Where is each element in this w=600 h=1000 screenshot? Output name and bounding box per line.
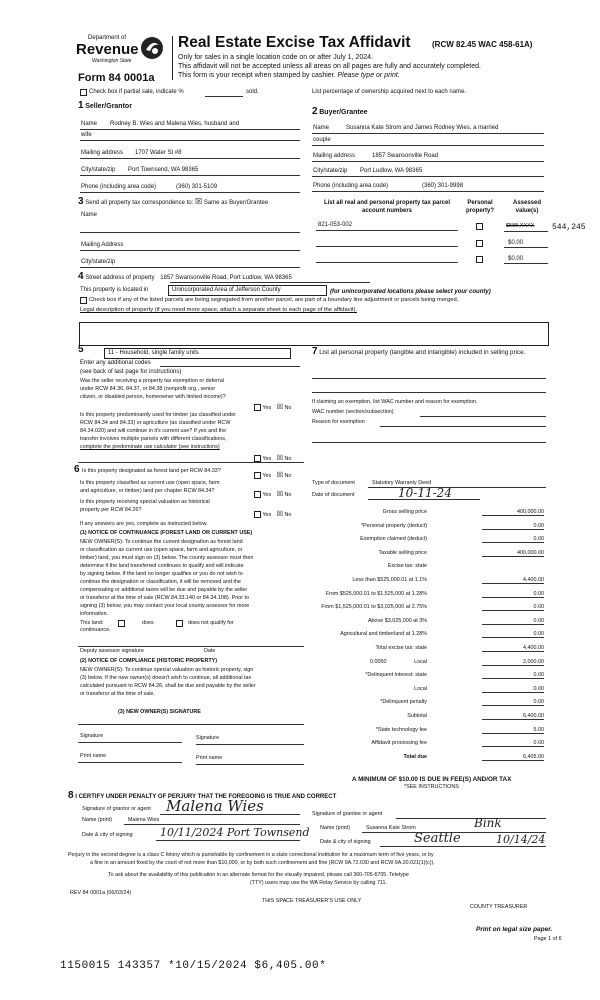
s6-n1-l7: compensating or additional taxes will be due and payable by the seller bbox=[80, 587, 248, 593]
corr-city-line bbox=[80, 267, 300, 268]
buyer-phone-label: Phone (including area code) bbox=[313, 183, 389, 189]
s6-q3-no: No bbox=[284, 512, 292, 518]
grantee-date-label: Date & city of signing bbox=[320, 839, 371, 845]
s5-q1-no: No bbox=[284, 405, 292, 411]
section-6-number: 6 bbox=[74, 464, 80, 475]
grantee-city[interactable]: Seattle bbox=[414, 831, 461, 846]
s6-q-l4: Is this property receiving special valuation as historical bbox=[80, 499, 210, 505]
street-row bbox=[78, 271, 292, 282]
calc-value[interactable]: 400,000.00 bbox=[482, 550, 544, 557]
corr-mail-line bbox=[80, 250, 300, 251]
calc-label: Less than $525,000.01 at 1.1% bbox=[352, 577, 427, 583]
grantee-date[interactable]: 10/14/24 bbox=[496, 833, 546, 846]
seller-city-line bbox=[80, 175, 300, 176]
grantor-date-label: Date & city of signing bbox=[82, 832, 133, 838]
partial-sale-checkbox[interactable] bbox=[80, 89, 87, 96]
calc-label: From $1,525,000.01 to $3,025,000 at 2.75% bbox=[321, 604, 427, 611]
calc-label: Above $3,025,000 at 3% bbox=[367, 617, 427, 624]
buyer-name[interactable]: Susanna Kate Strom and James Rodney Wies, a married bbox=[346, 125, 499, 131]
grantor-date-line bbox=[156, 840, 300, 841]
segregate-checkbox[interactable] bbox=[80, 297, 87, 304]
s5-q1-yes: Yes bbox=[262, 405, 272, 411]
assessed-header: Assessed value(s) bbox=[512, 200, 542, 214]
calc-label: Total due bbox=[403, 753, 427, 760]
seller-name-label: Name bbox=[81, 121, 98, 127]
partial-sale-label: Check box if partial sale, indicate % bbox=[89, 89, 184, 95]
calc-label: *State technology fee bbox=[375, 726, 427, 733]
corr-name-label: Name bbox=[81, 212, 98, 218]
assessed-line-1 bbox=[504, 231, 548, 232]
calc-value[interactable]: 0.00 bbox=[482, 618, 544, 625]
calc-label: Local bbox=[414, 685, 427, 692]
assessed-value-3[interactable]: $0.00 bbox=[508, 256, 524, 262]
grantor-name-label: Name (print) bbox=[82, 817, 112, 823]
ownership-note: List percentage of ownership acquired next to each name. bbox=[312, 89, 467, 95]
s6-q-l2: Is this property classified as current use (open space, farm bbox=[80, 480, 220, 486]
calc-label: Taxable selling price bbox=[378, 549, 427, 556]
correspondence-check[interactable]: ☒ bbox=[194, 197, 203, 206]
buyer-mail-line bbox=[312, 161, 544, 162]
seller-phone-label: Phone (including area code) bbox=[81, 184, 157, 190]
seller-mail-line bbox=[80, 158, 300, 159]
corr-mail-label: Mailing Address bbox=[81, 242, 124, 248]
s5-q1-l2: under RCW 84.36, 84.37, or 84.38 (nonprofit org., senior bbox=[80, 386, 216, 392]
section-1-number: 1 bbox=[78, 100, 84, 111]
print-name-label-1: Print name bbox=[80, 753, 107, 759]
section7-row bbox=[312, 346, 525, 357]
form-number: Form 84 0001a bbox=[78, 72, 155, 84]
s6-q3-yes: Yes bbox=[262, 512, 272, 518]
s6-n1-l6: continue the designation or classification, it will be removed and the bbox=[80, 579, 241, 585]
local-rate: 0.0050 bbox=[370, 658, 387, 665]
s6-q1-x[interactable]: ☒ bbox=[276, 472, 283, 479]
calc-label: *Delinquent penalty bbox=[380, 699, 427, 706]
exemption-label: If claiming an exemption, list WAC number and reason for exemption. bbox=[312, 399, 478, 405]
s6-n1-l10: information. bbox=[80, 611, 109, 617]
signature-line-1 bbox=[78, 742, 182, 743]
s6-q-l5: property per RCW 84.26? bbox=[80, 507, 142, 513]
seller-mail-label: Mailing address bbox=[81, 150, 124, 156]
calc-label: Local bbox=[414, 658, 427, 665]
parcel-header: List all real and personal property tax parcel account numbers bbox=[323, 200, 451, 214]
calc-value[interactable]: 0.00 bbox=[482, 740, 544, 747]
s6-n1-l2: or classification as current use (open space, farm and agriculture, or bbox=[80, 547, 243, 553]
header-sub3-b: Please type or print. bbox=[337, 72, 400, 79]
header-sub2: This affidavit will not be accepted unless all areas on all pages are fully and accurately completed. bbox=[178, 63, 481, 70]
s5-q2-l3: 84.34.020) and will continue in it's current use? If yes and the bbox=[80, 428, 227, 434]
calc-value[interactable]: 0.00 bbox=[482, 604, 544, 611]
deputy-label: Deputy assessor signature bbox=[80, 648, 144, 654]
personal-checkbox-2[interactable] bbox=[476, 240, 483, 247]
reason-line bbox=[380, 426, 546, 427]
perjury-text-2: a fine in an amount fixed by the court of not more than $10,000, or by both such confinement and fine (RCW 9A.72.030 and RCW 9A.20.021(1)(c)). bbox=[90, 860, 435, 866]
grantor-sig-line bbox=[160, 814, 300, 815]
grantor-name[interactable]: Malena Wies bbox=[128, 817, 160, 823]
print-name-line-2 bbox=[196, 764, 304, 765]
parcel-number-1[interactable]: 821-053-002 bbox=[318, 222, 353, 228]
calc-value[interactable]: 4,400.00 bbox=[482, 577, 544, 584]
calc-label: Total excise tax: state bbox=[375, 645, 427, 651]
street-line bbox=[170, 282, 370, 283]
land-does-label: does bbox=[142, 620, 154, 626]
minimum-note: A MINIMUM OF $10.00 IS DUE IN FEE(S) AND/OR TAX bbox=[352, 776, 512, 783]
buyer-name-line bbox=[312, 133, 544, 134]
section-8-number: 8 bbox=[68, 790, 74, 801]
partial-sale-sold: sold. bbox=[246, 89, 259, 95]
s6-n1-l5: by signing below. If the land no longer qualifies or you do not wish to bbox=[80, 571, 243, 577]
buyer-name2[interactable]: couple bbox=[313, 137, 331, 143]
calc-value[interactable]: 0.00 bbox=[482, 686, 544, 693]
seller-name[interactable]: Rodney B. Wies and Malena Wies, husband and bbox=[110, 121, 240, 127]
s6-q2-x[interactable]: ☒ bbox=[276, 491, 283, 498]
use-code-select[interactable]: 11 - Household, single family units bbox=[104, 348, 291, 359]
grantee-sig-label: Signature of grantee or agent bbox=[312, 811, 383, 817]
buyer-city[interactable]: Port Ludlow, WA 98365 bbox=[360, 168, 423, 174]
s6-notice1-title: (1) NOTICE OF CONTINUANCE (FOREST LAND OR CURRENT USE) bbox=[80, 530, 253, 536]
seller-phone[interactable]: (360) 301-5109 bbox=[176, 184, 218, 190]
s6-q3-x[interactable]: ☒ bbox=[276, 511, 283, 518]
buyer-phone[interactable]: (360) 301-9998 bbox=[422, 183, 464, 189]
dept-state: Washington State bbox=[92, 58, 132, 64]
doc-type-label: Type of document bbox=[312, 480, 355, 486]
section-7-number: 7 bbox=[312, 346, 318, 357]
section-2-number: 2 bbox=[312, 106, 318, 117]
personal-header: Personal property? bbox=[465, 200, 494, 214]
calc-value[interactable]: 0.00 bbox=[482, 672, 544, 679]
s6-n2-l2: (3) below. If the new owner(s) doesn't wish to continue, all additional tax bbox=[80, 675, 252, 681]
wac-label: WAC number (section/subsection) bbox=[312, 409, 394, 415]
see-instructions: *SEE INSTRUCTIONS bbox=[404, 784, 459, 790]
s6-n2-l3: calculated pursuant to RCW 84.26, shall be due and payable by the seller bbox=[80, 683, 256, 689]
buyer-mail-label: Mailing address bbox=[313, 153, 356, 159]
page-number: Page 1 of 6 bbox=[534, 936, 562, 942]
land-does-checkbox[interactable] bbox=[118, 620, 125, 627]
s6-n1-l9: signing (3) below, you may contact your local county assessor for more bbox=[80, 603, 250, 609]
calc-value[interactable]: 5.00 bbox=[482, 727, 544, 734]
calc-value[interactable]: 0.00 bbox=[482, 591, 544, 598]
s6-q1-yes: Yes bbox=[262, 473, 272, 479]
parcel-line-3 bbox=[316, 262, 458, 263]
partial-sale-line bbox=[205, 96, 243, 97]
buyer-name2-line bbox=[312, 145, 544, 146]
assessed-value-2[interactable]: $0.00 bbox=[508, 240, 524, 246]
calc-label: Subtotal bbox=[407, 713, 427, 719]
doc-type-line bbox=[368, 487, 546, 488]
s5-q1-l1: Was the seller receiving a property tax exemption or deferral bbox=[80, 378, 224, 384]
buyer-name-label: Name bbox=[313, 125, 330, 131]
calc-value[interactable]: 4,400.00 bbox=[482, 645, 544, 652]
dor-logo-icon bbox=[140, 36, 164, 60]
located-label: This property is located in bbox=[80, 287, 149, 293]
calc-label: Excise tax: state bbox=[387, 563, 427, 570]
dept-line1: Department of bbox=[88, 35, 127, 41]
seller-name2-line bbox=[80, 140, 300, 141]
legal-description-box[interactable] bbox=[79, 322, 549, 346]
sig-top-line bbox=[78, 724, 304, 725]
perjury-text-1: Perjury in the second degree is a class C felony which is punishable by confinement in a state correctional institution for a maximum term of five years, or by bbox=[68, 852, 434, 858]
enter-codes-label: Enter any additional codes bbox=[80, 360, 151, 366]
personal-checkbox-3[interactable] bbox=[476, 256, 483, 263]
calc-label: Agricultural and timberland at 1.28% bbox=[340, 631, 427, 638]
assessed-value-1[interactable]: 544,245 bbox=[552, 223, 586, 232]
print-name-label-2: Print name bbox=[196, 755, 223, 761]
s5-q2-x[interactable]: ☒ bbox=[276, 455, 283, 462]
s5-q2-l1: Is this property predominantly used for timber (as classified under bbox=[80, 412, 237, 418]
land-does-not-checkbox[interactable] bbox=[176, 620, 183, 627]
access-text-1: To ask about the availability of this publication in an alternate format for the visually impaired, please call 360-705-6705. Teletype bbox=[108, 872, 409, 878]
correspondence-text: Send all property tax correspondence to: bbox=[85, 200, 194, 206]
grantor-name-line bbox=[124, 824, 300, 825]
seller-city[interactable]: Port Townsend, WA 98365 bbox=[128, 167, 199, 173]
form-citation: (RCW 82.45 WAC 458-61A) bbox=[432, 40, 533, 49]
s6-q2-yes: Yes bbox=[262, 492, 272, 498]
grantor-signature[interactable]: Malena Wies bbox=[166, 797, 264, 815]
s5-q1-answer bbox=[254, 403, 291, 411]
calc-label: Exemption claimed (deduct) bbox=[360, 536, 427, 543]
grantee-signature[interactable]: Bink bbox=[474, 816, 502, 830]
doc-date-label: Date of document bbox=[312, 492, 355, 498]
personal-prop-line-1 bbox=[312, 378, 546, 379]
continuance-label: continuance. bbox=[80, 627, 111, 633]
treasurer-only: THIS SPACE TREASURER'S USE ONLY bbox=[262, 898, 362, 904]
s6-n2-l1: NEW OWNER(S): To continue special valuation as historic property, sign bbox=[80, 667, 254, 673]
calc-value[interactable]: 0.00 bbox=[482, 536, 544, 543]
wac-line bbox=[420, 416, 546, 417]
s5-q2-l5: complete the predominate use calculator (see instructions) bbox=[80, 444, 220, 450]
assessed-line-3 bbox=[504, 263, 548, 264]
corr-name-line bbox=[80, 232, 300, 233]
located-note: (for unincorporated locations please select your county) bbox=[330, 289, 491, 295]
seller-heading-label: Seller/Grantor bbox=[85, 103, 132, 110]
s6-q1-answer bbox=[254, 471, 291, 479]
grantee-name[interactable]: Susanna Kate Strom bbox=[366, 825, 416, 831]
correspondence-same: Same as Buyer/Grantee bbox=[203, 200, 269, 206]
grantee-sig-line bbox=[396, 818, 546, 819]
calc-value[interactable]: 0.00 bbox=[482, 699, 544, 706]
s6-n1-l3: timber) land, you must sign on (3) below. The county assessor must then bbox=[80, 555, 254, 561]
seller-name-line bbox=[80, 129, 300, 130]
street-label: Street address of property bbox=[85, 275, 155, 281]
s6-n1-l8: or transferor at the time of sale (RCW 84.33.140 or 84.34.108). Prior to bbox=[80, 595, 249, 601]
header-sub1: Only for sales in a single location code on or after July 1, 2024. bbox=[178, 54, 373, 61]
s6-n1-l1: NEW OWNER(S): To continue the current designation as forest land bbox=[80, 539, 243, 545]
s5-q1-yes-checkbox[interactable] bbox=[254, 404, 261, 411]
grantor-date-city[interactable]: 10/11/2024 Port Townsend bbox=[160, 826, 310, 839]
s6-q2-yes-checkbox[interactable] bbox=[254, 491, 261, 498]
doc-type-value[interactable]: Statutory Warranty Deed bbox=[372, 480, 432, 486]
calc-label: From $525,000.01 to $1,525,000 at 1.28% bbox=[325, 590, 427, 597]
corr-city-label: City/state/zip bbox=[81, 259, 116, 265]
certify-text: I CERTIFY UNDER PENALTY OF PERJURY THAT THE FOREGOING IS TRUE AND CORRECT bbox=[75, 794, 337, 800]
reason-line-2 bbox=[312, 442, 546, 443]
s6-if-yes: If any answers are yes, complete as instructed below. bbox=[80, 521, 208, 527]
header-sub3-a: This form is your receipt when stamped by cashier. bbox=[178, 72, 338, 79]
s5-q1-x[interactable]: ☒ bbox=[276, 404, 283, 411]
s6-q-l3: and agriculture, or timber) land per chapter RCW 84.34? bbox=[80, 488, 215, 494]
s5-q2-l2: RCW 84.34 and 84.33) or agriculture (as classified under RCW bbox=[80, 420, 231, 426]
personal-checkbox-1[interactable] bbox=[476, 223, 483, 230]
located-select[interactable]: Unincorporated Area of Jefferson County bbox=[168, 285, 327, 296]
doc-date-line bbox=[368, 499, 480, 500]
see-back: (see back of last page for instructions) bbox=[80, 369, 182, 375]
s6-q1-yes-checkbox[interactable] bbox=[254, 472, 261, 479]
s5-q2-yes: Yes bbox=[262, 456, 272, 462]
s6-notice3: (3) NEW OWNER(S) SIGNATURE bbox=[118, 709, 201, 715]
buyer-phone-line bbox=[312, 191, 544, 192]
calc-value[interactable]: 6,405.00 bbox=[482, 754, 544, 761]
seller-name2[interactable]: wife bbox=[81, 132, 92, 138]
rev-number: REV 84 0001a (06/03/24) bbox=[70, 890, 132, 896]
s5-q2-l4: transfer involves multiple parcels with different classifications, bbox=[80, 436, 227, 442]
s6-n1-l4: determine if the land transferred continues to qualify and will indicate bbox=[80, 563, 244, 569]
buyer-heading bbox=[312, 106, 367, 117]
seller-heading bbox=[78, 100, 132, 111]
s6-q1-no: No bbox=[284, 473, 292, 479]
assessed-line-2 bbox=[504, 247, 548, 248]
this-land-label: This land: bbox=[80, 620, 104, 626]
seller-mail[interactable]: 1707 Water St #8 bbox=[135, 150, 182, 156]
grantee-date-line bbox=[380, 846, 546, 847]
s5-q2-answer bbox=[254, 454, 291, 462]
section-3-number: 3 bbox=[78, 196, 84, 207]
calc-label: *Delinquent interest: state bbox=[365, 672, 427, 679]
assessed-struck-1: $588,XXXX bbox=[506, 223, 535, 229]
calc-label: Affidavit processing fee bbox=[371, 740, 427, 747]
s6-q2-no: No bbox=[284, 492, 292, 498]
calc-value[interactable]: 400,000.00 bbox=[482, 509, 544, 516]
street-value[interactable]: 1857 Swansonville Road, Port Ludlow, WA 98365 bbox=[160, 275, 292, 281]
dept-line2: Revenue bbox=[76, 41, 139, 58]
parcel-line-1 bbox=[316, 230, 458, 231]
grantee-name-label: Name (print) bbox=[320, 825, 350, 831]
access-text-2: (TTY) users may use the WA Relay Service by calling 711. bbox=[250, 880, 387, 886]
correspondence-row bbox=[78, 196, 268, 207]
buyer-city-label: City/state/zip bbox=[313, 168, 348, 174]
legal-label: Legal description of property (if you need more space, attach a separate sheet to each page of the affidavit). bbox=[80, 307, 358, 313]
form-title: Real Estate Excise Tax Affidavit bbox=[178, 34, 411, 51]
calc-value[interactable]: 0.00 bbox=[482, 523, 544, 530]
receipt-stamp: 1150015 143357 *10/15/2024 $6,405.00* bbox=[60, 960, 327, 972]
calc-label: Gross selling price bbox=[382, 509, 427, 515]
calc-value[interactable]: 6,400.00 bbox=[482, 713, 544, 720]
personal-prop-line-2 bbox=[312, 392, 546, 393]
segregate-label: Check box if any of the listed parcels are being segregated from another parcel, are part of a boundary line adjustment or parcels being merged. bbox=[89, 297, 459, 303]
s6-q2-answer bbox=[254, 490, 291, 498]
parcel-line-2 bbox=[316, 246, 458, 247]
s6-notice2-title: (2) NOTICE OF COMPLIANCE (HISTORIC PROPERTY) bbox=[80, 658, 218, 664]
buyer-mail[interactable]: 1857 Swansonville Road bbox=[372, 153, 439, 159]
deputy-date-label: Date bbox=[204, 648, 216, 654]
seller-city-label: City/state/zip bbox=[81, 167, 116, 173]
seller-phone-line bbox=[80, 192, 300, 193]
section-4-number: 4 bbox=[78, 271, 84, 282]
signature-label-1: Signature bbox=[80, 733, 104, 739]
header-divider bbox=[172, 36, 173, 80]
s5-q1-l3: citizen, or disabled person, homeowner with limited income)? bbox=[80, 394, 226, 400]
section7-text: List all personal property (tangible and intangible) included in selling price. bbox=[319, 349, 526, 356]
section5-divider bbox=[78, 462, 304, 463]
buyer-city-line bbox=[312, 176, 544, 177]
header-sub3 bbox=[178, 72, 400, 79]
print-name-line-1 bbox=[78, 762, 182, 763]
signature-label-2: Signature bbox=[196, 735, 220, 741]
s6-q-l1: Is this property designated as forest land per RCW 84.33? bbox=[82, 468, 221, 474]
county-treasurer: COUNTY TREASURER bbox=[470, 904, 528, 910]
calc-value[interactable]: 0.00 bbox=[482, 631, 544, 638]
legal-size-note: Print on legal size paper. bbox=[476, 926, 553, 933]
calc-label: *Personal property (deduct) bbox=[361, 522, 427, 529]
buyer-heading-label: Buyer/Grantee bbox=[319, 109, 368, 116]
section-5-number: 5 bbox=[78, 344, 84, 355]
s6-n2-l4: or transferor at the time of sale. bbox=[80, 691, 155, 697]
calc-value[interactable]: 2,000.00 bbox=[482, 659, 544, 666]
enter-codes-line bbox=[160, 366, 300, 367]
reason-label: Reason for exemption bbox=[312, 419, 365, 425]
grantor-sig-label: Signature of grantor or agent bbox=[82, 806, 151, 812]
land-does-not-label: does not qualify for bbox=[188, 620, 234, 626]
s5-q2-no: No bbox=[284, 456, 292, 462]
doc-date-value[interactable]: 10-11-24 bbox=[398, 486, 452, 500]
